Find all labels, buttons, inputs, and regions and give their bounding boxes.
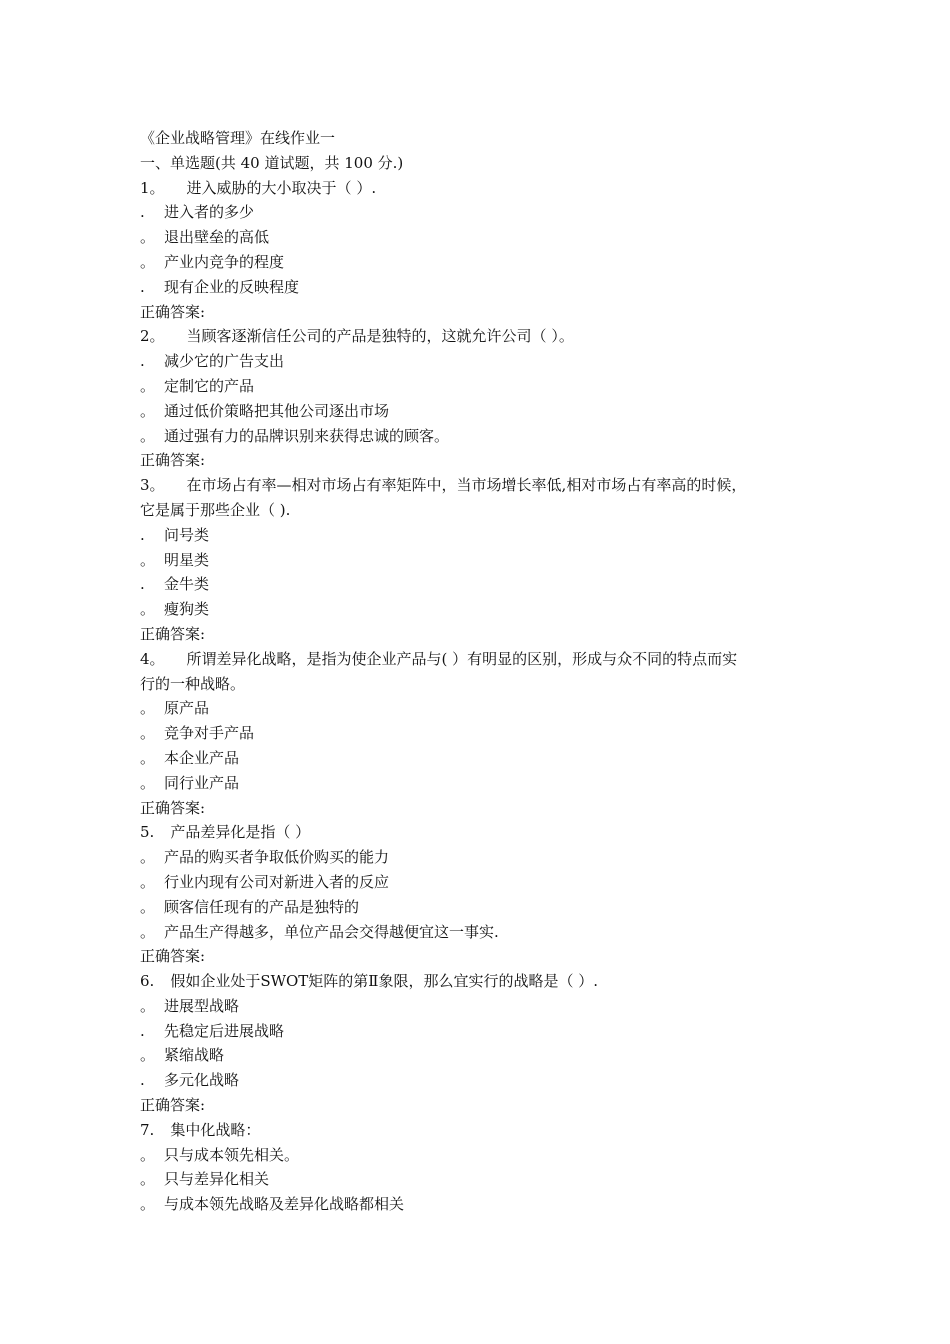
question-text: 假如企业处于SWOT矩阵的第Ⅱ象限，那么宜实行的战略是（ ）.: [170, 972, 599, 991]
option-line: [140, 548, 820, 573]
option-line: [140, 572, 820, 597]
option-text: 与成本领先战略及差异化战略都相关: [164, 1195, 405, 1214]
question-number: 3。: [140, 476, 165, 495]
option-line: [140, 1043, 820, 1068]
question-block: [140, 1118, 820, 1217]
option-mark: 。: [140, 724, 156, 743]
option-text: 顾客信任现有的产品是独特的: [164, 897, 360, 916]
document-title: 《企业战略管理》在线作业一: [140, 129, 336, 147]
option-text: 同行业产品: [164, 773, 240, 792]
option-text: 通过强有力的品牌识别来获得忠诚的顾客。: [164, 426, 450, 445]
option-mark: 。: [140, 897, 156, 916]
option-line: [140, 746, 820, 771]
option-text: 明星类: [164, 550, 210, 569]
option-mark: 。: [140, 1145, 156, 1164]
option-text: 多元化战略: [164, 1071, 240, 1090]
question-line: [140, 1118, 820, 1143]
option-text: 先稳定后进展战略: [164, 1021, 285, 1040]
option-mark: .: [140, 203, 145, 222]
question-line: [140, 820, 820, 845]
answer-label: 正确答案:: [140, 451, 206, 470]
option-line: [140, 845, 820, 870]
document-page: [140, 126, 820, 1217]
option-line: [140, 721, 820, 746]
question-number: 1。: [140, 178, 165, 197]
option-text: 瘦狗类: [164, 600, 210, 619]
option-line: [140, 200, 820, 225]
question-line: [140, 176, 820, 201]
option-text: 产品的购买者争取低价购买的能力: [164, 848, 390, 867]
question-line: [140, 324, 820, 349]
option-text: 竞争对手产品: [164, 724, 255, 743]
question-block: [140, 969, 820, 1118]
question-number: 7.: [140, 1120, 155, 1139]
option-text: 进入者的多少: [164, 203, 255, 222]
option-line: [140, 895, 820, 920]
option-mark: 。: [140, 848, 156, 867]
question-line: [140, 473, 820, 498]
question-block: [140, 820, 820, 969]
answer-label: 正确答案:: [140, 947, 206, 966]
option-mark: .: [140, 1021, 145, 1040]
option-mark: 。: [140, 748, 156, 767]
option-text: 定制它的产品: [164, 376, 255, 395]
option-mark: 。: [140, 550, 156, 569]
option-text: 只与成本领先相关。: [164, 1145, 300, 1164]
option-line: [140, 994, 820, 1019]
question-number: 6.: [140, 972, 155, 991]
answer-label: 正确答案:: [140, 302, 206, 321]
question-text-continued: 行的一种战略。: [140, 674, 246, 693]
option-line: [140, 225, 820, 250]
option-line: [140, 374, 820, 399]
option-mark: 。: [140, 699, 156, 718]
option-mark: 。: [140, 376, 156, 395]
question-block: [140, 473, 820, 647]
option-text: 通过低价策略把其他公司逐出市场: [164, 401, 390, 420]
question-block: [140, 324, 820, 473]
option-mark: 。: [140, 872, 156, 891]
question-block: [140, 647, 820, 821]
question-line: [140, 647, 820, 672]
question-text: 在市场占有率—相对市场占有率矩阵中，当市场增长率低,相对市场占有率高的时候，: [186, 476, 747, 495]
option-line: [140, 399, 820, 424]
option-text: 紧缩战略: [164, 1046, 225, 1065]
option-line: [140, 1019, 820, 1044]
option-text: 产品生产得越多，单位产品会交得越便宜这一事实.: [164, 922, 499, 941]
option-text: 减少它的广告支出: [164, 352, 285, 371]
option-line: [140, 920, 820, 945]
option-text: 现有企业的反映程度: [164, 277, 300, 296]
question-text: 集中化战略：: [170, 1120, 261, 1139]
option-mark: 。: [140, 401, 156, 420]
question-text: 当顾客逐渐信任公司的产品是独特的，这就允许公司（ ）。: [186, 327, 574, 346]
option-mark: 。: [140, 600, 156, 619]
question-text: 进入威胁的大小取决于（ ）.: [186, 178, 377, 197]
option-mark: 。: [140, 996, 156, 1015]
option-mark: .: [140, 352, 145, 371]
option-mark: 。: [140, 1195, 156, 1214]
option-line: [140, 597, 820, 622]
option-mark: .: [140, 277, 145, 296]
question-text: 所谓差异化战略，是指为使企业产品与( ）有明显的区别，形成与众不同的特点而实: [186, 649, 738, 668]
option-mark: 。: [140, 252, 156, 271]
question-number: 4。: [140, 649, 165, 668]
option-line: [140, 1143, 820, 1168]
option-mark: 。: [140, 773, 156, 792]
option-mark: .: [140, 525, 145, 544]
answer-label: 正确答案:: [140, 624, 206, 643]
option-line: [140, 696, 820, 721]
option-line: [140, 424, 820, 449]
option-text: 问号类: [164, 525, 210, 544]
option-mark: .: [140, 575, 145, 594]
option-line: [140, 349, 820, 374]
answer-label: 正确答案:: [140, 798, 206, 817]
option-line: [140, 275, 820, 300]
option-text: 原产品: [164, 699, 210, 718]
option-line: [140, 870, 820, 895]
option-text: 本企业产品: [164, 748, 240, 767]
option-line: [140, 1068, 820, 1093]
option-text: 产业内竞争的程度: [164, 252, 285, 271]
option-mark: 。: [140, 1170, 156, 1189]
question-number: 2。: [140, 327, 165, 346]
option-line: [140, 523, 820, 548]
option-mark: 。: [140, 1046, 156, 1065]
option-line: [140, 1167, 820, 1192]
option-text: 进展型战略: [164, 996, 240, 1015]
option-mark: 。: [140, 922, 156, 941]
question-line: [140, 969, 820, 994]
option-line: [140, 771, 820, 796]
question-text-continued: 它是属于那些企业（ ).: [140, 500, 291, 519]
answer-label: 正确答案:: [140, 1096, 206, 1115]
option-mark: 。: [140, 228, 156, 247]
option-text: 只与差异化相关: [164, 1170, 270, 1189]
question-text: 产品差异化是指（ ）: [170, 823, 311, 842]
section-header: 一、单选题(共 40 道试题，共 100 分.): [140, 153, 404, 172]
option-mark: 。: [140, 426, 156, 445]
option-line: [140, 1192, 820, 1217]
option-text: 行业内现有公司对新进入者的反应: [164, 872, 390, 891]
question-number: 5.: [140, 823, 155, 842]
option-text: 金牛类: [164, 575, 210, 594]
question-block: [140, 176, 820, 325]
option-line: [140, 250, 820, 275]
option-text: 退出壁垒的高低: [164, 228, 270, 247]
option-mark: .: [140, 1071, 145, 1090]
